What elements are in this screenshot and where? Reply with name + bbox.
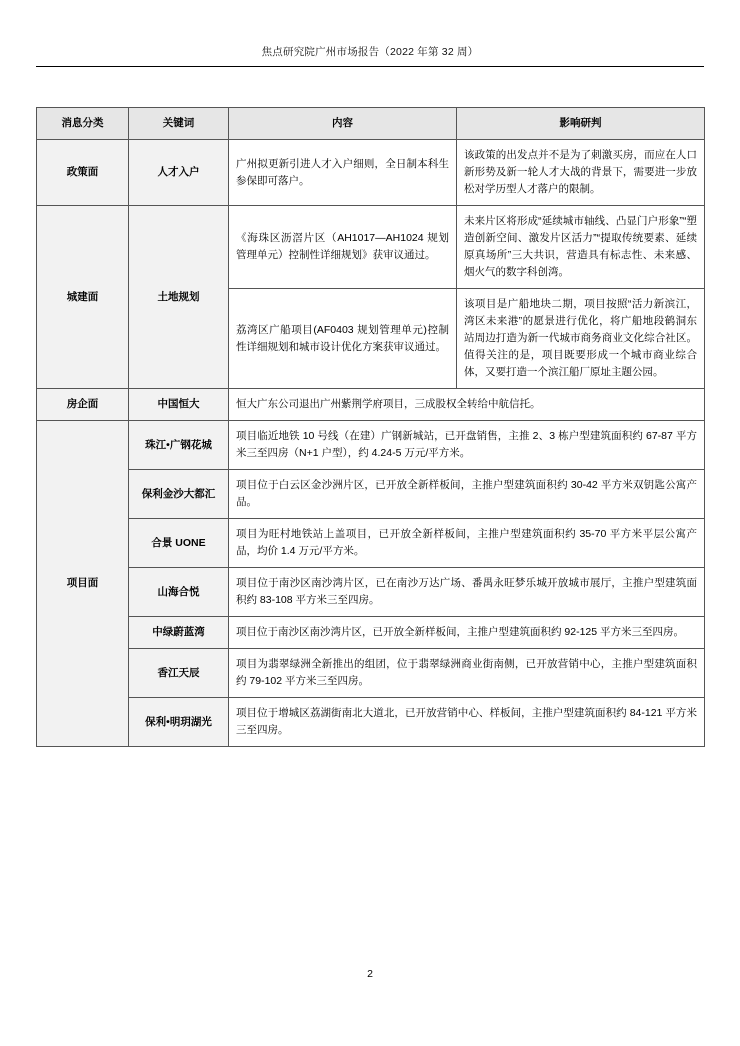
cell-category-projects: 项目面 xyxy=(37,421,129,747)
column-header-keyword: 关键词 xyxy=(129,108,229,140)
column-header-analysis: 影响研判 xyxy=(457,108,705,140)
cell-content-guangchuan: 荔湾区广船项目(AF0403 规划管理单元)控制性详细规划和城市设计优化方案获审议通过。 xyxy=(229,289,457,389)
market-report-table xyxy=(36,107,705,747)
cell-content-evergrande: 恒大广东公司退出广州紫荆学府项目，三成股权全转给中航信托。 xyxy=(229,389,705,421)
cell-keyword-project-1: 保利金沙大都汇 xyxy=(129,470,229,519)
cell-analysis-guangchuan: 该项目是广船地块二期，项目按照“活力新滨江，湾区未来港”的愿景进行优化，将广船地段鹤洞东站周边打造为新一代城市商务商业文化综合社区。值得关注的是，项目既要形成一个城市商业综合体，又要打造一个滨江船厂原址主题公园。 xyxy=(457,289,705,389)
table-row xyxy=(37,140,705,206)
cell-content-project-4: 项目位于南沙区南沙湾片区，已开放全新样板间，主推户型建筑面积约 92-125 平方米三至四房。 xyxy=(229,617,705,649)
table-row xyxy=(37,470,705,519)
cell-analysis-talent: 该政策的出发点并不是为了刺激买房，而应在人口新形势及新一轮人才大战的背景下，需要进一步放松对学历型人才落户的限制。 xyxy=(457,140,705,206)
table-row xyxy=(37,389,705,421)
table-row xyxy=(37,206,705,289)
cell-content-project-1: 项目位于白云区金沙洲片区，已开放全新样板间，主推户型建筑面积约 30-42 平方米双钥匙公寓产品。 xyxy=(229,470,705,519)
table-row xyxy=(37,568,705,617)
column-header-category: 消息分类 xyxy=(37,108,129,140)
table-row xyxy=(37,649,705,698)
table-row xyxy=(37,519,705,568)
header-divider xyxy=(36,66,704,67)
table-row xyxy=(37,617,705,649)
cell-keyword-project-3: 山海合悦 xyxy=(129,568,229,617)
cell-content-liaojiao: 《海珠区沥滘片区（AH1017—AH1024 规划管理单元）控制性详细规划》获审议通过。 xyxy=(229,206,457,289)
header-title: 焦点研究院广州市场报告（2022 年第 32 周） xyxy=(261,46,479,58)
page-number: 2 xyxy=(367,968,373,980)
cell-keyword-project-0: 珠江•广钢花城 xyxy=(129,421,229,470)
cell-category-developer: 房企面 xyxy=(37,389,129,421)
cell-keyword-project-6: 保利•明玥湖光 xyxy=(129,698,229,747)
cell-keyword-project-2: 合景 UONE xyxy=(129,519,229,568)
cell-keyword-talent: 人才入户 xyxy=(129,140,229,206)
cell-keyword-landplan: 土地规划 xyxy=(129,206,229,389)
table-row xyxy=(37,421,705,470)
table-row xyxy=(37,698,705,747)
cell-keyword-project-4: 中绿蔚蓝湾 xyxy=(129,617,229,649)
cell-keyword-project-5: 香江天辰 xyxy=(129,649,229,698)
cell-content-project-2: 项目为旺村地铁站上盖项目，已开放全新样板间，主推户型建筑面积约 35-70 平方米平层公寓产品，均价 1.4 万元/平方米。 xyxy=(229,519,705,568)
page-header xyxy=(36,0,704,67)
cell-content-project-0: 项目临近地铁 10 号线（在建）广钢新城站，已开盘销售，主推 2、3 栋户型建筑面积约 67-87 平方米三至四房（N+1 户型），约 4.24-5 万元/平方米。 xyxy=(229,421,705,470)
cell-keyword-evergrande: 中国恒大 xyxy=(129,389,229,421)
cell-analysis-liaojiao: 未来片区将形成“延续城市轴线、凸显门户形象”“塑造创新空间、激发片区活力”“提取传统要素、延续原真场所”三大共识，营造具有标志性、未来感、烟火气的数字科创湾。 xyxy=(457,206,705,289)
cell-content-project-5: 项目为翡翠绿洲全新推出的组团，位于翡翠绿洲商业街南侧，已开放营销中心，主推户型建筑面积约 79-102 平方米三至四房。 xyxy=(229,649,705,698)
cell-category-policy: 政策面 xyxy=(37,140,129,206)
column-header-content: 内容 xyxy=(229,108,457,140)
table-header-row xyxy=(37,108,705,140)
cell-content-talent: 广州拟更新引进人才入户细则，全日制本科生参保即可落户。 xyxy=(229,140,457,206)
cell-content-project-6: 项目位于增城区荔湖街南北大道北，已开放营销中心、样板间，主推户型建筑面积约 84-121 平方米三至四房。 xyxy=(229,698,705,747)
cell-content-project-3: 项目位于南沙区南沙湾片区，已在南沙万达广场、番禺永旺梦乐城开放城市展厅，主推户型建筑面积约 83-108 平方米三至四房。 xyxy=(229,568,705,617)
cell-category-urban: 城建面 xyxy=(37,206,129,389)
